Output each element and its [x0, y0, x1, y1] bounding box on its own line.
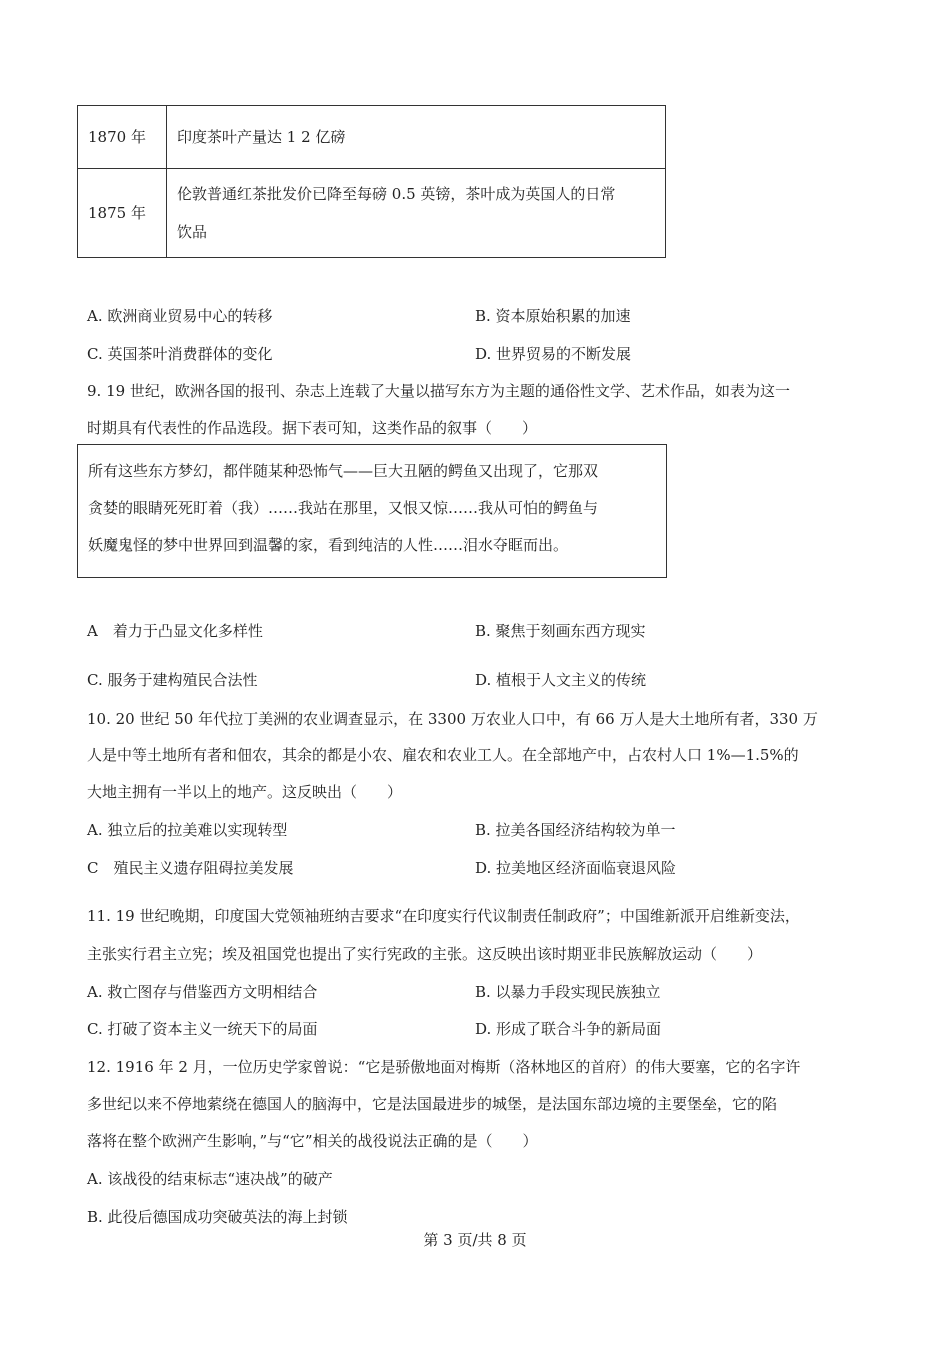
q9-option-d: D. 植根于人文主义的传统: [475, 671, 647, 689]
q12-stem-line: 12. 1916 年 2 月，一位历史学家曾说：“它是骄傲地面对梅斯（洛林地区的首府）的伟大要塞，它的名字许: [87, 1058, 801, 1076]
q9-quote-line: 贪婪的眼睛死死盯着（我）……我站在那里，又恨又惊……我从可怕的鳄鱼与: [88, 499, 599, 517]
q9-option-b: B. 聚焦于刻画东西方现实: [475, 622, 646, 640]
q10-option-b: B. 拉美各国经济结构较为单一: [475, 821, 676, 839]
table-row: [78, 169, 666, 258]
page-footer: 第 3 页/共 8 页: [423, 1231, 527, 1249]
q9-option-a: A 着力于凸显文化多样性: [87, 622, 263, 640]
table-cell-text: 印度茶叶产量达 1 2 亿磅: [167, 106, 666, 169]
q10-option-d: D. 拉美地区经济面临衰退风险: [475, 859, 677, 877]
q10-stem-line: 10. 20 世纪 50 年代拉丁美洲的农业调查显示，在 3300 万农业人口中，有 66 万人是大土地所有者，330 万: [87, 710, 818, 728]
q9-quote-box: [77, 444, 667, 578]
data-table: [77, 105, 666, 258]
q11-stem-line: 11. 19 世纪晚期，印度国大党领袖班纳吉要求“在印度实行代议制责任制政府”；中国维新派开启维新变法，: [87, 907, 800, 925]
q9-quote-line: 妖魔鬼怪的梦中世界回到温馨的家，看到纯洁的人性……泪水夺眶而出。: [88, 536, 569, 554]
table-cell-year: 1875 年: [78, 169, 167, 258]
table-cell-line: 饮品: [177, 223, 208, 241]
table-cell-text: [167, 169, 666, 258]
q10-option-a: A. 独立后的拉美难以实现转型: [87, 821, 288, 839]
q10-stem-line: 人是中等土地所有者和佃农，其余的都是小农、雇农和农业工人。在全部地产中，占农村人口 1%—1.5%的: [87, 746, 799, 764]
q10-stem-line: 大地主拥有一半以上的地产。这反映出（ ）: [87, 783, 403, 801]
q12-option-a: A. 该战役的结束标志“速决战”的破产: [87, 1170, 333, 1188]
q12-option-b: B. 此役后德国成功突破英法的海上封锁: [87, 1208, 348, 1226]
q9-quote-line: 所有这些东方梦幻，都伴随某种恐怖气——巨大丑陋的鳄鱼又出现了，它那双: [88, 462, 599, 480]
q12-stem-line: 落将在整个欧洲产生影响，”与“它”相关的战役说法正确的是（ ）: [87, 1132, 538, 1150]
q9-stem-line: 时期具有代表性的作品选段。据下表可知，这类作品的叙事（ ）: [87, 419, 538, 437]
q12-stem-line: 多世纪以来不停地萦绕在德国人的脑海中，它是法国最进步的城堡，是法国东部边境的主要堡垒，它的陷: [87, 1095, 778, 1113]
q9-stem-line: 9. 19 世纪，欧洲各国的报刊、杂志上连载了大量以描写东方为主题的通俗性文学、艺术作品，如表为这一: [87, 382, 790, 400]
q11-stem-line: 主张实行君主立宪；埃及祖国党也提出了实行宪政的主张。这反映出该时期亚非民族解放运动（ ）: [87, 945, 763, 963]
table-cell-year: 1870 年: [78, 106, 167, 169]
q11-option-b: B. 以暴力手段实现民族独立: [475, 983, 661, 1001]
table-row: [78, 106, 666, 169]
q11-option-d: D. 形成了联合斗争的新局面: [475, 1020, 662, 1038]
q11-option-c: C. 打破了资本主义一统天下的局面: [87, 1020, 318, 1038]
q8-option-d: D. 世界贸易的不断发展: [475, 345, 632, 363]
q10-option-c: C 殖民主义遗存阻碍拉美发展: [87, 859, 294, 877]
q11-option-a: A. 救亡图存与借鉴西方文明相结合: [87, 983, 318, 1001]
q9-option-c: C. 服务于建构殖民合法性: [87, 671, 258, 689]
q8-option-b: B. 资本原始积累的加速: [475, 307, 631, 325]
q8-option-a: A. 欧洲商业贸易中心的转移: [87, 307, 273, 325]
table-cell-line: 伦敦普通红茶批发价已降至每磅 0.5 英镑，茶叶成为英国人的日常: [177, 185, 616, 203]
q8-option-c: C. 英国茶叶消费群体的变化: [87, 345, 273, 363]
